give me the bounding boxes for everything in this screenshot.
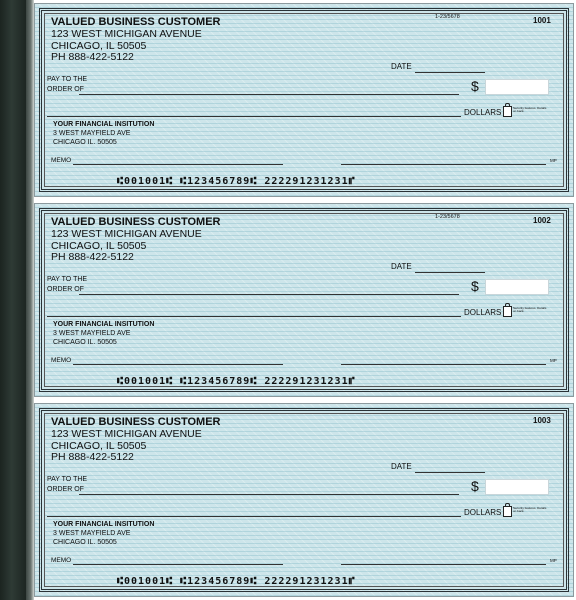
date-label: DATE: [391, 262, 412, 271]
signature-field[interactable]: [341, 564, 546, 565]
dollar-sign: $: [471, 478, 479, 494]
bank-name: YOUR FINANCIAL INSITUTION: [53, 121, 155, 128]
business-address: 123 WEST MICHIGAN AVENUE: [51, 428, 202, 440]
business-name: VALUED BUSINESS CUSTOMER: [51, 16, 221, 28]
padlock-icon: [503, 506, 512, 517]
memo-label: MEMO: [51, 557, 72, 564]
date-field[interactable]: [415, 472, 485, 473]
date-field[interactable]: [415, 272, 485, 273]
micr-line: ⑆001001⑆ ⑆123456789⑆ 222291231231⑈: [117, 176, 356, 187]
dollars-label: DOLLARS: [464, 508, 502, 517]
business-address: 123 WEST MICHIGAN AVENUE: [51, 228, 202, 240]
business-city: CHICAGO, IL 50505: [51, 240, 147, 252]
padlock-icon: [503, 106, 512, 117]
mp-label: MP: [550, 158, 557, 163]
written-amount-field[interactable]: [47, 316, 461, 317]
amount-field[interactable]: [485, 479, 549, 495]
business-phone: PH 888-422-5122: [51, 51, 134, 63]
date-field[interactable]: [415, 72, 485, 73]
order-of-label: ORDER OF: [47, 286, 84, 293]
date-label: DATE: [391, 62, 412, 71]
amount-field[interactable]: [485, 79, 549, 95]
written-amount-field[interactable]: [47, 116, 461, 117]
pay-to-label: PAY TO THE: [47, 76, 88, 83]
dollar-sign: $: [471, 278, 479, 294]
payee-field[interactable]: [79, 294, 459, 295]
order-of-label: ORDER OF: [47, 86, 84, 93]
bank-city: CHICAGO IL. 50505: [53, 339, 117, 346]
routing-fraction: 1-23/5678: [435, 214, 460, 220]
check-1001: [34, 3, 574, 197]
binder-edge: [26, 0, 34, 600]
check-number: 1003: [533, 416, 551, 425]
bank-address: 3 WEST MAYFIELD AVE: [53, 130, 131, 137]
security-note: Security features. Details on back.: [513, 306, 547, 314]
signature-field[interactable]: [341, 164, 546, 165]
business-city: CHICAGO, IL 50505: [51, 440, 147, 452]
memo-field[interactable]: [73, 164, 283, 165]
memo-label: MEMO: [51, 157, 72, 164]
padlock-icon: [503, 306, 512, 317]
security-note: Security features. Details on back.: [513, 506, 547, 514]
check-number: 1002: [533, 216, 551, 225]
order-of-label: ORDER OF: [47, 486, 84, 493]
signature-field[interactable]: [341, 364, 546, 365]
security-note: Security features. Details on back.: [513, 106, 547, 114]
binder-strip: [0, 0, 26, 600]
bank-name: YOUR FINANCIAL INSITUTION: [53, 321, 155, 328]
pay-to-label: PAY TO THE: [47, 276, 88, 283]
bank-address: 3 WEST MAYFIELD AVE: [53, 530, 131, 537]
check-1002: [34, 203, 574, 397]
check-1003: [34, 403, 574, 597]
dollar-sign: $: [471, 78, 479, 94]
business-phone: PH 888-422-5122: [51, 451, 134, 463]
check-number: 1001: [533, 16, 551, 25]
dollars-label: DOLLARS: [464, 108, 502, 117]
bank-address: 3 WEST MAYFIELD AVE: [53, 330, 131, 337]
micr-line: ⑆001001⑆ ⑆123456789⑆ 222291231231⑈: [117, 576, 356, 587]
routing-fraction: 1-23/5678: [435, 14, 460, 20]
payee-field[interactable]: [79, 94, 459, 95]
bank-name: YOUR FINANCIAL INSITUTION: [53, 521, 155, 528]
date-label: DATE: [391, 462, 412, 471]
mp-label: MP: [550, 558, 557, 563]
business-name: VALUED BUSINESS CUSTOMER: [51, 416, 221, 428]
pay-to-label: PAY TO THE: [47, 476, 88, 483]
mp-label: MP: [550, 358, 557, 363]
business-name: VALUED BUSINESS CUSTOMER: [51, 216, 221, 228]
payee-field[interactable]: [79, 494, 459, 495]
bank-city: CHICAGO IL. 50505: [53, 539, 117, 546]
memo-label: MEMO: [51, 357, 72, 364]
memo-field[interactable]: [73, 364, 283, 365]
bank-city: CHICAGO IL. 50505: [53, 139, 117, 146]
memo-field[interactable]: [73, 564, 283, 565]
business-city: CHICAGO, IL 50505: [51, 40, 147, 52]
micr-line: ⑆001001⑆ ⑆123456789⑆ 222291231231⑈: [117, 376, 356, 387]
written-amount-field[interactable]: [47, 516, 461, 517]
business-address: 123 WEST MICHIGAN AVENUE: [51, 28, 202, 40]
dollars-label: DOLLARS: [464, 308, 502, 317]
amount-field[interactable]: [485, 279, 549, 295]
business-phone: PH 888-422-5122: [51, 251, 134, 263]
